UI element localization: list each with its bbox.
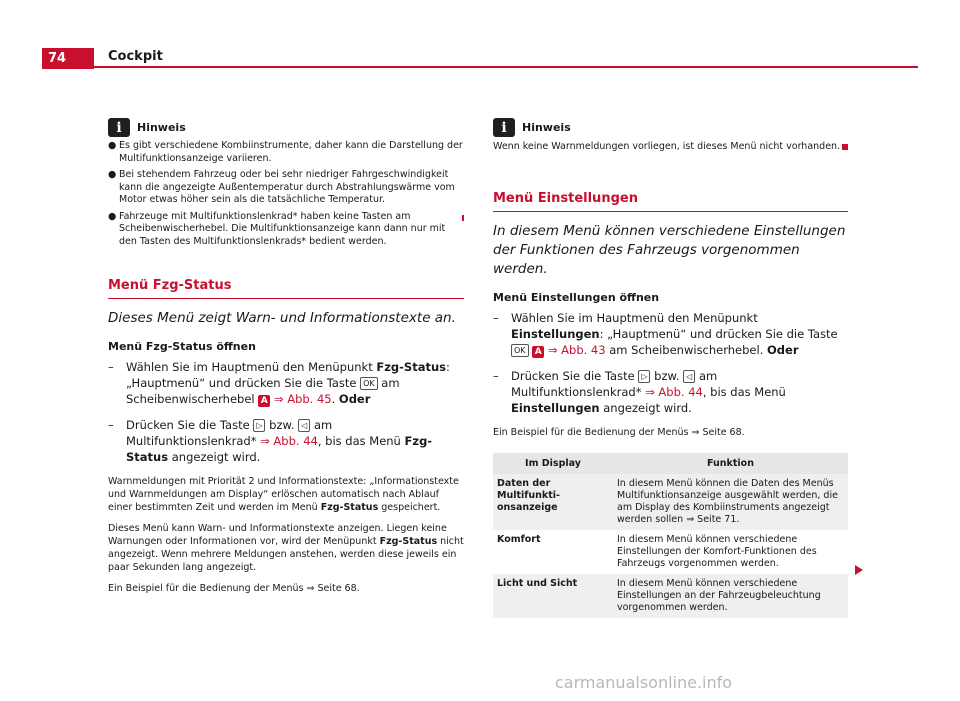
ok-key-icon: OK (360, 377, 378, 390)
left-arrow-key-icon: ◁ (683, 370, 695, 383)
end-marker-icon (462, 215, 464, 221)
note-title: Hinweis (137, 121, 186, 134)
ok-key-icon: OK (511, 344, 529, 357)
end-marker-icon (842, 144, 848, 150)
table-header-row (493, 453, 848, 474)
column-header: Funktion (613, 453, 848, 474)
table-cell: Daten der Multifunkti-onsanzeige (493, 474, 613, 530)
figure-link[interactable]: ⇒ Abb. 45 (273, 392, 332, 406)
table-row (493, 574, 848, 618)
running-section-title: Cockpit (108, 49, 163, 64)
note-bullet: ● Fahrzeuge mit Multifunktionslenkrad* haben keine Tasten am Scheibenwischerhebel. Die Multifunktionsanzeige kann dann nur mit den Tasten des Multifunktionslenkrads* bedient werden. (108, 211, 464, 249)
section-title: Menü Fzg-Status (108, 278, 464, 299)
header-rule (94, 66, 918, 68)
section-title: Menü Einstellungen (493, 191, 848, 212)
table-cell: In diesem Menü können verschiedene Einstellungen an der Fahrzeugbeleuchtung vorgenommen werden. (613, 574, 848, 618)
page-header (0, 0, 960, 70)
body-paragraph: Warnmeldungen mit Priorität 2 und Informationstexte: „Informationstexte und Warnmeldungen am Display“ erlöschen automatisch nach Ablauf einer bestimmten Zeit und werden im Menü Fzg-Status gespeichert. (108, 476, 459, 513)
table-cell: Licht und Sicht (493, 574, 613, 618)
callout-a-icon: A (258, 395, 270, 407)
table-cell: In diesem Menü können verschiedene Einstellungen der Komfort-Funktionen des Fahrzeugs vorgenommen werden. (617, 534, 817, 569)
note-text: Wenn keine Warnmeldungen vorliegen, ist dieses Menü nicht vorhanden. (493, 140, 848, 153)
table-row (493, 474, 848, 530)
right-arrow-key-icon: ▷ (638, 370, 650, 383)
note-bullet: ● Es gibt verschiedene Kombiinstrumente, daher kann die Darstellung der Multifunktionsanzeige variieren. (108, 140, 463, 164)
step-item: – Drücken Sie die Taste ▷ bzw. ◁ am Multifunktionslenkrad* ⇒ Abb. 44, bis das Menü Einstellungen angezeigt wird. (493, 369, 786, 415)
step-item: – Drücken Sie die Taste ▷ bzw. ◁ am Multifunktionslenkrad* ⇒ Abb. 44, bis das Menü Fzg-Status angezeigt wird. (108, 418, 433, 464)
lead-text: Dieses Menü zeigt Warn- und Informationstexte an. (108, 310, 456, 326)
subheading: Menü Fzg-Status öffnen (108, 340, 256, 353)
settings-table (493, 453, 848, 618)
left-column (108, 118, 464, 603)
step-item: – Wählen Sie im Hauptmenü den Menüpunkt Einstellungen: „Hauptmenü“ und drücken Sie die Taste OK A ⇒ Abb. 43 am Scheibenwischerhebel. Oder (493, 311, 838, 357)
figure-link[interactable]: ⇒ Abb. 44 (260, 434, 318, 448)
note-header (493, 118, 848, 137)
right-arrow-key-icon: ▷ (253, 419, 265, 432)
continue-arrow-icon (855, 565, 863, 575)
left-arrow-key-icon: ◁ (298, 419, 310, 432)
figure-link[interactable]: ⇒ Abb. 44 (645, 385, 703, 399)
column-header: Im Display (493, 453, 613, 474)
right-column (493, 118, 848, 618)
subheading: Menü Einstellungen öffnen (493, 291, 660, 304)
lead-text: In diesem Menü können verschiedene Einstellungen der Funktionen des Fahrzeugs vorgenommen werden. (493, 223, 846, 277)
info-icon: i (108, 118, 130, 137)
page-reference: Ein Beispiel für die Bedienung der Menüs ⇒ Seite 68. (108, 583, 360, 594)
note-bullet: ● Bei stehendem Fahrzeug oder bei sehr niedriger Fahrgeschwindigkeit kann die angezeigte Außentemperatur durch Abstrahlungswärme vom Motor etwas höher sein als die tatsächliche Temperatur. (108, 169, 455, 205)
note-header (108, 118, 464, 137)
table-cell: Komfort (497, 534, 541, 545)
page-number: 74 (42, 48, 94, 69)
table-row (493, 530, 848, 574)
note-title: Hinweis (522, 121, 571, 134)
step-item: – Wählen Sie im Hauptmenü den Menüpunkt Fzg-Status: „Hauptmenü“ und drücken Sie die Taste OK am Scheibenwischerhebel A ⇒ Abb. 45. Oder (108, 360, 450, 406)
info-icon: i (493, 118, 515, 137)
watermark: carmanualsonline.info (555, 673, 733, 692)
callout-a-icon: A (532, 346, 544, 358)
table-cell: In diesem Menü können die Daten des Menüs Multifunktionsanzeige ausgewählt werden, die am Display des Kombiinstruments angezeigt werden sollen ⇒ Seite 71. (613, 474, 848, 530)
body-paragraph: Dieses Menü kann Warn- und Informationstexte anzeigen. Liegen keine Warnungen oder Informationen vor, wird der Menüpunkt Fzg-Status nicht angezeigt. Wenn mehrere Meldungen anstehen, werden diese jeweils ein paar Sekunden lang angezeigt. (108, 523, 464, 573)
figure-link[interactable]: ⇒ Abb. 43 (547, 343, 606, 357)
page-reference: Ein Beispiel für die Bedienung der Menüs ⇒ Seite 68. (493, 427, 745, 438)
